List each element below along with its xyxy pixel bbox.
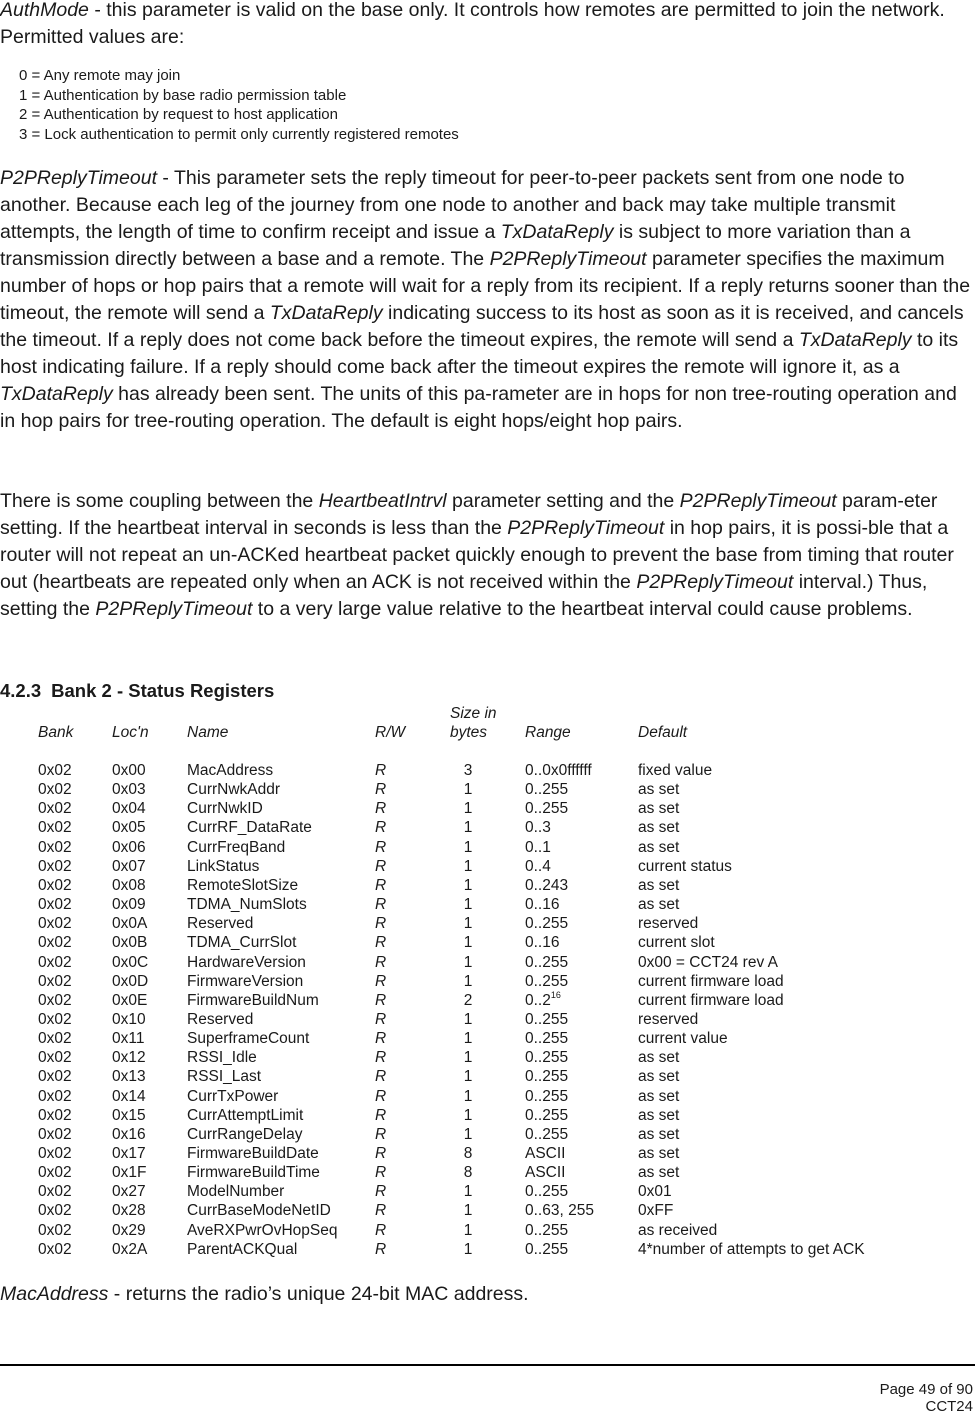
cell-def: reserved: [638, 1010, 699, 1028]
cell-def: reserved: [638, 915, 699, 933]
cell-rw: R: [375, 876, 387, 894]
cell-range: 0..255: [525, 1125, 569, 1143]
cell-range: 0..255: [525, 1221, 569, 1239]
cell-range: 0..255: [525, 972, 569, 990]
cell-bank: 0x02: [38, 1030, 72, 1048]
cell-name: LinkStatus: [187, 857, 260, 875]
cell-def: as received: [638, 1221, 718, 1239]
header-name: Name: [187, 724, 229, 741]
footer-doc-name: CCT24: [925, 1398, 973, 1415]
coupling-text-2: parameter setting and the: [446, 490, 680, 512]
cell-rw: R: [375, 1125, 387, 1143]
section-number: 4.2.3: [0, 680, 42, 701]
cell-rw: R: [375, 1030, 387, 1048]
cell-loc: 0x03: [112, 781, 146, 799]
cell-rw: R: [375, 1049, 387, 1067]
cell-name: CurrAttemptLimit: [187, 1106, 304, 1124]
cell-bank: 0x02: [38, 1164, 72, 1182]
cell-range: ASCII: [525, 1164, 566, 1182]
cell-bank: 0x02: [38, 1087, 72, 1105]
cell-rw: R: [375, 1221, 387, 1239]
cell-def: as set: [638, 819, 680, 837]
p2p-term-3: P2PReplyTimeout: [489, 248, 647, 270]
cell-range: 0..255: [525, 915, 569, 933]
authmode-text: - this parameter is valid on the base only. It controls how remotes are permitted to join the network. Permitted values are:: [0, 0, 945, 48]
cell-name: RemoteSlotSize: [187, 876, 299, 894]
cell-loc: 0x09: [112, 896, 146, 914]
cell-bank: 0x02: [38, 1145, 72, 1162]
cell-def: as set: [638, 1164, 680, 1182]
cell-bank: 0x02: [38, 1068, 72, 1086]
cell-rw: R: [375, 934, 387, 952]
cell-bank: 0x02: [38, 1202, 72, 1220]
footer-divider: [0, 1364, 975, 1366]
cell-size: 2: [463, 991, 473, 1009]
cell-def: as set: [638, 781, 680, 799]
table-row: [0, 1107, 975, 1126]
cell-name: SuperframeCount: [187, 1030, 310, 1048]
cell-name: CurrNwkID: [187, 800, 263, 818]
coupling-term-4: P2PReplyTimeout: [636, 571, 794, 593]
coupling-term-3: P2PReplyTimeout: [507, 517, 665, 539]
p2p-text-5: to its host indicating failure. If a reply should come back after the timeout expires the remote will ignore it, as a: [0, 329, 959, 378]
cell-name: CurrTxPower: [187, 1087, 279, 1105]
cell-size: 1: [463, 1049, 473, 1067]
cell-def: current value: [638, 1030, 728, 1048]
cell-bank: 0x02: [38, 896, 72, 914]
cell-size: 8: [463, 1145, 473, 1162]
header-bank: Bank: [38, 724, 74, 741]
cell-range: 0..255: [525, 1106, 569, 1124]
cell-name: TDMA_NumSlots: [187, 896, 307, 914]
cell-size: 1: [463, 1183, 473, 1201]
cell-size: 3: [463, 762, 473, 779]
header-size-line1: Size in: [450, 705, 497, 722]
cell-def: as set: [638, 838, 680, 856]
cell-bank: 0x02: [38, 857, 72, 875]
cell-size: 1: [463, 1106, 473, 1124]
cell-bank: 0x02: [38, 1125, 72, 1143]
cell-def: as set: [638, 896, 680, 914]
cell-loc: 0x15: [112, 1106, 146, 1124]
cell-def: as set: [638, 1106, 680, 1124]
table-row: [0, 915, 975, 934]
authmode-value-0: 0 = Any remote may join: [19, 67, 181, 84]
cell-loc: 0x27: [112, 1183, 146, 1201]
cell-name: CurrRangeDelay: [187, 1125, 303, 1143]
cell-size: 1: [463, 819, 473, 837]
cell-size: 1: [463, 857, 473, 875]
cell-name: HardwareVersion: [187, 953, 306, 971]
cell-size: 1: [463, 915, 473, 933]
cell-rw: R: [375, 838, 387, 856]
table-row: [0, 989, 975, 1011]
table-row: [0, 781, 975, 800]
cell-def: current firmware load: [638, 991, 784, 1009]
cell-name: CurrBaseModeNetID: [187, 1202, 331, 1220]
cell-range: 0..255: [525, 1087, 569, 1105]
cell-rw: R: [375, 1068, 387, 1086]
header-location: Loc'n: [112, 724, 149, 741]
p2p-reply-timeout-paragraph: [0, 165, 972, 435]
coupling-text-5: interval.) Thus, setting the: [0, 571, 928, 620]
cell-rw: R: [375, 1010, 387, 1028]
cell-rw: R: [375, 1087, 387, 1105]
authmode-value-3: 3 = Lock authentication to permit only currently registered remotes: [19, 125, 459, 143]
cell-range: 0..255: [525, 800, 569, 818]
cell-size: 1: [463, 1125, 473, 1143]
authmode-value-1: 1 = Authentication by base radio permission table: [19, 86, 347, 104]
table-row: [0, 858, 975, 877]
cell-size: 1: [463, 972, 473, 990]
table-row: [0, 800, 975, 819]
cell-loc: 0x29: [112, 1221, 146, 1239]
cell-rw: R: [375, 896, 387, 914]
cell-bank: 0x02: [38, 1010, 72, 1028]
cell-rw: R: [375, 781, 387, 799]
cell-size: 1: [463, 1240, 473, 1258]
cell-size: 1: [463, 1030, 473, 1048]
cell-loc: 0x10: [112, 1010, 146, 1028]
cell-rw: R: [375, 1145, 387, 1162]
cell-range: 0..63, 255: [525, 1202, 594, 1220]
cell-loc: 0x28: [112, 1202, 146, 1220]
p2p-text-6: has already been sent. The units of this pa-rameter are in hops for non tree-routing operation and in hop pairs for tree-routing operation. The default is eight hops/eight hop pairs.: [0, 383, 957, 432]
cell-range: 0..255: [525, 1049, 569, 1067]
cell-rw: R: [375, 953, 387, 971]
cell-name: Reserved: [187, 915, 254, 933]
cell-range: 0..3: [525, 819, 551, 837]
cell-def: 0xFF: [638, 1202, 674, 1220]
cell-bank: 0x02: [38, 781, 72, 799]
cell-name: TDMA_CurrSlot: [187, 934, 297, 952]
authmode-paragraph: [0, 0, 972, 51]
cell-range: 0..255: [525, 1183, 569, 1201]
authmode-value-2: 2 = Authentication by request to host application: [19, 106, 338, 123]
cell-name: FirmwareBuildTime: [187, 1164, 320, 1182]
macaddress-term: MacAddress: [0, 1283, 109, 1305]
table-row: [0, 1241, 975, 1260]
cell-name: CurrFreqBand: [187, 838, 286, 856]
cell-loc: 0x0E: [112, 991, 148, 1009]
cell-range: 0..16: [525, 934, 560, 952]
cell-bank: 0x02: [38, 1221, 72, 1239]
cell-rw: R: [375, 1106, 387, 1124]
cell-def: current firmware load: [638, 972, 784, 990]
cell-size: 8: [463, 1164, 473, 1182]
cell-bank: 0x02: [38, 991, 72, 1009]
cell-bank: 0x02: [38, 819, 72, 837]
cell-range: 0..243: [525, 876, 569, 894]
cell-def: as set: [638, 1087, 680, 1105]
cell-range: 0..255: [525, 1030, 569, 1048]
cell-range: 0..4: [525, 857, 551, 875]
p2p-term-4: TxDataReply: [269, 302, 383, 324]
cell-bank: 0x02: [38, 953, 72, 971]
table-row: [0, 1088, 975, 1107]
table-row: [0, 1222, 975, 1241]
table-row: [0, 877, 975, 896]
cell-size: 1: [463, 838, 473, 856]
table-row: [0, 839, 975, 858]
cell-size: 1: [463, 953, 473, 971]
cell-size: 1: [463, 781, 473, 799]
cell-loc: 0x07: [112, 857, 146, 875]
cell-rw: R: [375, 819, 387, 837]
cell-rw: R: [375, 972, 387, 990]
table-row: [0, 1202, 975, 1221]
cell-range: ASCII: [525, 1145, 566, 1162]
cell-bank: 0x02: [38, 762, 72, 779]
cell-loc: 0x08: [112, 876, 146, 894]
cell-range: 0..0x0ffffff: [525, 762, 592, 779]
cell-bank: 0x02: [38, 876, 72, 894]
cell-def: 0x01: [638, 1183, 672, 1201]
cell-loc: 0x00: [112, 762, 146, 779]
cell-bank: 0x02: [38, 838, 72, 856]
authmode-term: AuthMode: [0, 0, 89, 21]
p2p-text-3: parameter specifies the maximum number of hops or hop pairs that a remote will wait for a reply from its recipient. If a reply returns sooner than the timeout, the remote will send a: [0, 248, 971, 324]
table-row: [0, 1068, 975, 1087]
cell-loc: 0x06: [112, 838, 146, 856]
cell-size: 1: [463, 1202, 473, 1220]
table-row: [0, 1126, 975, 1145]
cell-range: 0..1: [525, 838, 551, 856]
cell-size: 1: [463, 876, 473, 894]
cell-def: 4*number of attempts to get ACK: [638, 1240, 865, 1258]
coupling-text-1: There is some coupling between the: [0, 490, 319, 512]
cell-loc: 0x0C: [112, 953, 149, 971]
table-row: [0, 934, 975, 953]
cell-bank: 0x02: [38, 972, 72, 990]
cell-rw: R: [375, 1202, 387, 1220]
cell-def: as set: [638, 1125, 680, 1143]
cell-loc: 0x05: [112, 819, 146, 837]
cell-bank: 0x02: [38, 1240, 72, 1258]
cell-bank: 0x02: [38, 1183, 72, 1201]
table-row: [0, 1011, 975, 1030]
cell-name: CurrNwkAddr: [187, 781, 281, 799]
cell-range: 0..255: [525, 1068, 569, 1086]
cell-bank: 0x02: [38, 1049, 72, 1067]
cell-range: 0..255: [525, 953, 569, 971]
cell-name: FirmwareVersion: [187, 972, 304, 990]
cell-loc: 0x0B: [112, 934, 148, 952]
table-row: [0, 954, 975, 973]
table-row: [0, 1049, 975, 1068]
coupling-term-2: P2PReplyTimeout: [679, 490, 837, 512]
range-exponent: 16: [550, 989, 561, 1000]
cell-rw: R: [375, 915, 387, 933]
cell-name: RSSI_Idle: [187, 1049, 257, 1067]
cell-name: MacAddress: [187, 762, 274, 779]
cell-name: FirmwareBuildDate: [187, 1145, 319, 1162]
cell-name: ParentACKQual: [187, 1240, 298, 1258]
coupling-text-3: param-eter setting. If the heartbeat interval in seconds is less than the: [0, 490, 938, 539]
coupling-paragraph: [0, 488, 972, 623]
macaddress-paragraph: [0, 1281, 972, 1308]
cell-def: as set: [638, 1049, 680, 1067]
cell-range: 0..255: [525, 1240, 569, 1258]
cell-rw: R: [375, 857, 387, 875]
coupling-text-6: to a very large value relative to the heartbeat interval could cause problems.: [252, 598, 913, 620]
cell-loc: 0x1F: [112, 1164, 147, 1182]
cell-rw: R: [375, 1164, 387, 1182]
cell-loc: 0x2A: [112, 1240, 148, 1258]
cell-range: 0..2$^{16}$: [525, 989, 561, 1009]
cell-def: fixed value: [638, 762, 713, 779]
cell-range: 0..255: [525, 1010, 569, 1028]
cell-bank: 0x02: [38, 915, 72, 933]
table-row: [0, 1164, 975, 1183]
coupling-text-4: in hop pairs, it is possi-ble that a router will not repeat an un-ACKed heartbeat packet quickly enough to prevent the base from timing that router out (heartbeats are repeated only when an ACK is not received within the: [0, 517, 954, 593]
cell-rw: R: [375, 1240, 387, 1258]
header-size-line2: bytes: [450, 724, 488, 741]
cell-def: as set: [638, 876, 680, 894]
header-default: Default: [638, 724, 688, 741]
cell-loc: 0x0D: [112, 972, 149, 990]
table-row: [0, 973, 975, 992]
cell-rw: R: [375, 1183, 387, 1201]
cell-def: current slot: [638, 934, 715, 952]
coupling-term-5: P2PReplyTimeout: [95, 598, 253, 620]
table-row: [0, 1030, 975, 1049]
table-row: [0, 1145, 975, 1164]
cell-bank: 0x02: [38, 1106, 72, 1124]
cell-def: as set: [638, 1068, 680, 1086]
p2p-text-1: - This parameter sets the reply timeout for peer-to-peer packets sent from one node to another. Because each leg of the journey from one node to another and back may take multiple transmit attempts, the length of time to confirm receipt and issue a: [0, 167, 905, 243]
table-row: [0, 762, 975, 781]
p2p-term: P2PReplyTimeout: [0, 167, 157, 189]
cell-name: RSSI_Last: [187, 1068, 262, 1086]
authmode-values-list: [19, 66, 459, 144]
cell-bank: 0x02: [38, 934, 72, 952]
cell-bank: 0x02: [38, 800, 72, 818]
cell-def: current status: [638, 857, 732, 875]
p2p-term-2: TxDataReply: [500, 221, 614, 243]
cell-name: Reserved: [187, 1010, 254, 1028]
cell-loc: 0x13: [112, 1068, 146, 1086]
cell-name: AveRXPwrOvHopSeq: [187, 1221, 338, 1239]
section-title: Bank 2 - Status Registers: [51, 680, 275, 701]
cell-def: as set: [638, 800, 680, 818]
footer-page-number: Page 49 of 90: [879, 1381, 973, 1398]
cell-loc: 0x17: [112, 1145, 146, 1162]
p2p-text-2: is subject to more variation than a transmission directly between a base and a remote. The: [0, 221, 911, 270]
header-range: Range: [525, 724, 571, 741]
cell-size: 1: [463, 934, 473, 952]
p2p-term-6: TxDataReply: [0, 383, 113, 405]
cell-size: 1: [463, 800, 473, 818]
cell-loc: 0x14: [112, 1087, 146, 1105]
cell-size: 1: [463, 1068, 473, 1086]
cell-rw: R: [375, 991, 387, 1009]
p2p-term-5: TxDataReply: [798, 329, 912, 351]
cell-loc: 0x0A: [112, 915, 148, 933]
cell-size: 1: [463, 1010, 473, 1028]
cell-rw: R: [375, 762, 387, 779]
section-heading: [0, 680, 274, 702]
cell-rw: R: [375, 800, 387, 818]
cell-name: FirmwareBuildNum: [187, 991, 319, 1009]
cell-name: CurrRF_DataRate: [187, 819, 312, 837]
cell-loc: 0x04: [112, 800, 146, 818]
cell-name: ModelNumber: [187, 1183, 285, 1201]
cell-loc: 0x11: [112, 1030, 145, 1048]
table-row: [0, 819, 975, 838]
cell-def: as set: [638, 1145, 680, 1162]
coupling-term-1: HeartbeatIntrvl: [318, 490, 447, 512]
table-row: [0, 1183, 975, 1202]
cell-loc: 0x16: [112, 1125, 146, 1143]
cell-size: 1: [463, 896, 473, 914]
cell-size: 1: [463, 1087, 473, 1105]
cell-def: 0x00 = CCT24 rev A: [638, 953, 778, 971]
cell-size: 1: [463, 1221, 473, 1239]
cell-loc: 0x12: [112, 1049, 146, 1067]
p2p-text-4: indicating success to its host as soon as it is received, and cancels the timeout. If a reply does not come back before the timeout expires, the remote will send a: [0, 302, 964, 351]
cell-range: 0..16: [525, 896, 560, 914]
cell-range: 0..255: [525, 781, 569, 799]
table-row: [0, 896, 975, 915]
header-rw: R/W: [375, 724, 406, 741]
macaddress-text: - returns the radio’s unique 24-bit MAC address.: [108, 1283, 529, 1305]
